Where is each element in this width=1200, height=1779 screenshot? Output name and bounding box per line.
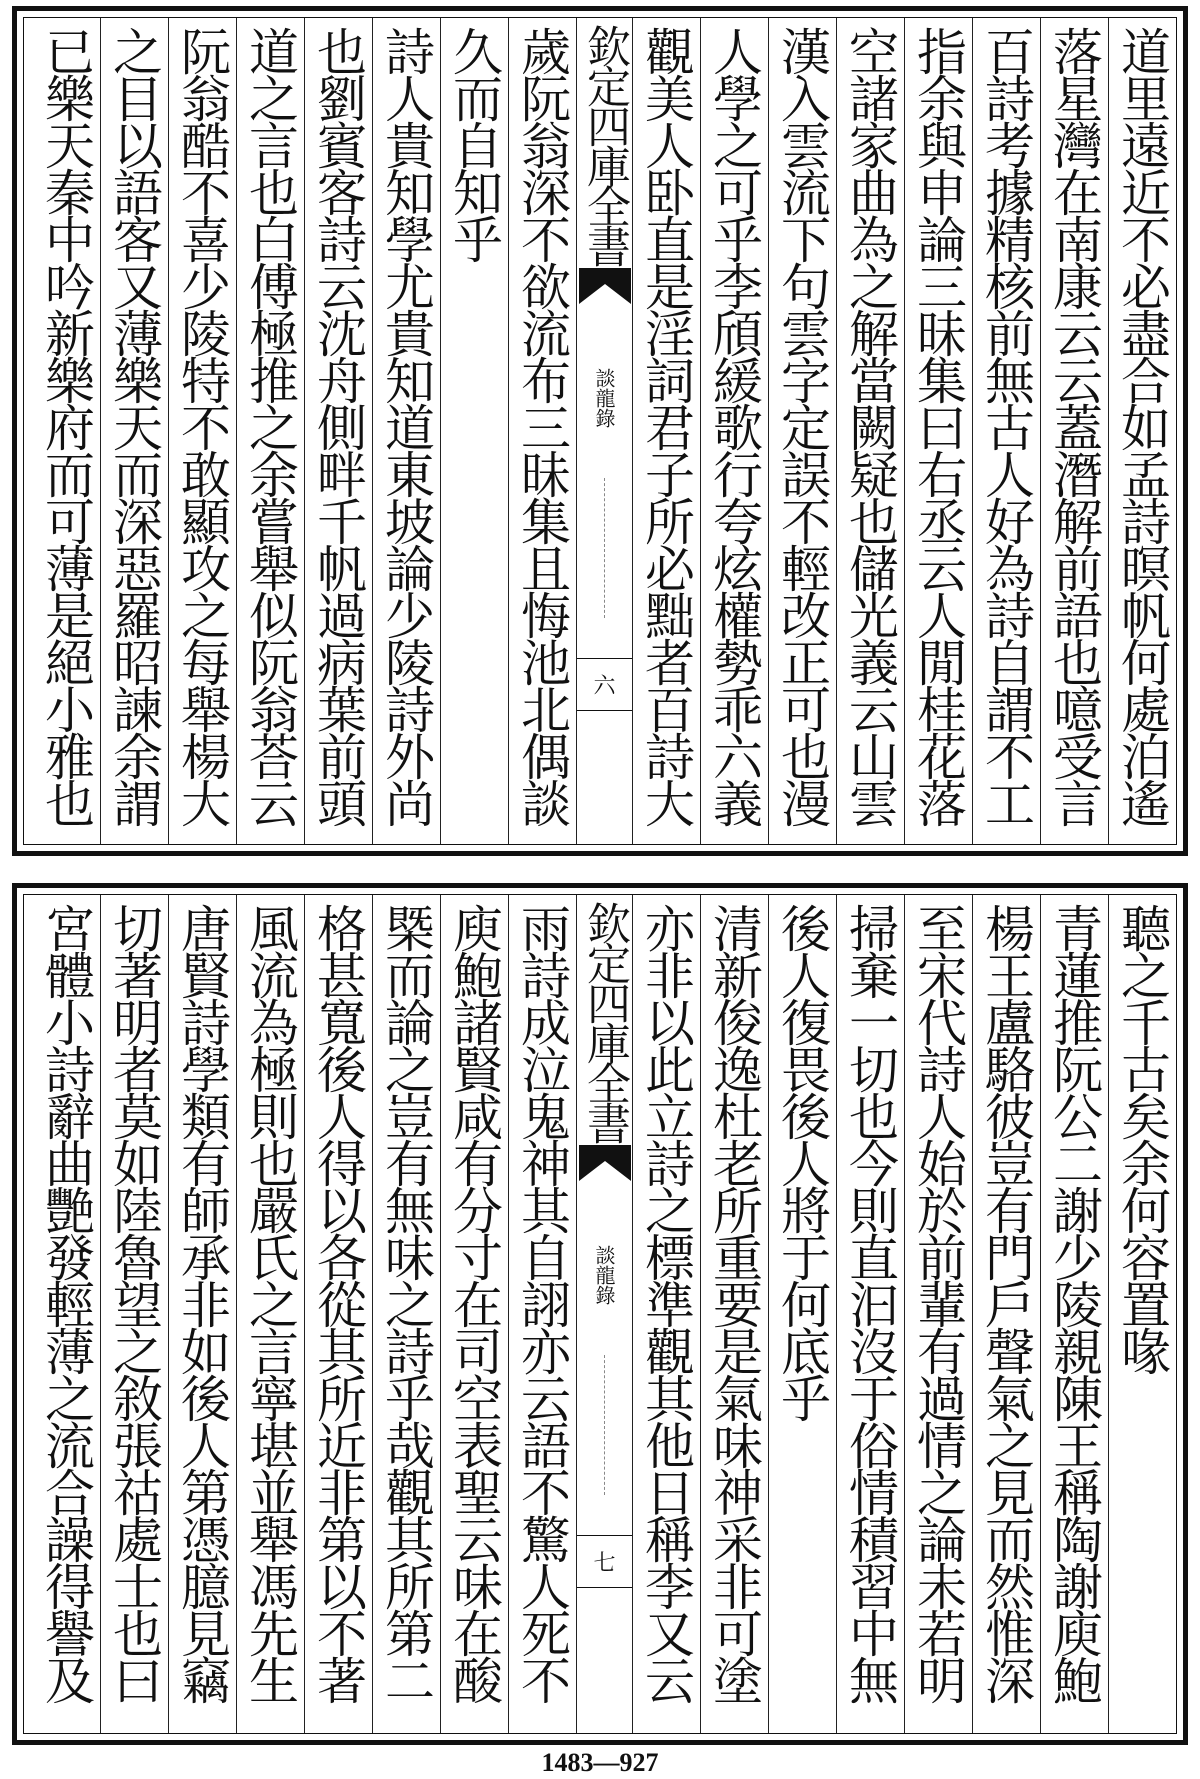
book-title: 欽定四庫全書: [579, 24, 630, 264]
lower-page: [12, 883, 1188, 1745]
text-column: 庾鮑諸賢咸有分寸在司空表聖云味在酸: [440, 895, 508, 1733]
center-fold: [576, 895, 632, 1733]
fish-tail-mark-icon: [579, 1145, 631, 1181]
text-column: 觀美人卧直是淫詞君子所必黜者百詩大: [632, 18, 700, 844]
text-column: 後人復畏後人將于何底乎: [768, 895, 836, 1733]
text-column: 宮體小詩辭曲艷發輕薄之流合譟得譽及: [37, 903, 95, 1702]
text-column: 百詩考據精核前無古人好為詩自謂不工: [972, 18, 1040, 844]
book-title: 欽定四庫全書: [579, 901, 630, 1141]
text-column: 歲阮翁深不欲流布三昧集且悔池北偶談: [508, 18, 576, 844]
book-subtitle: 談龍錄: [592, 1245, 616, 1305]
folio-number: 六: [577, 658, 632, 711]
text-column: 空諸家曲為之解當闕疑也儲光義云山雲: [836, 18, 904, 844]
book-subtitle: 談龍錄: [592, 368, 616, 428]
text-column: 槩而論之豈有無味之詩乎哉觀其所第二: [372, 895, 440, 1733]
text-column: 青蓮推阮公二謝少陵親陳王稱陶謝庾鮑: [1040, 895, 1108, 1733]
text-column: 也劉賓客詩云沈舟側畔千帆過病葉前頭: [304, 18, 372, 844]
text-column: 切著明者莫如陸魯望之敘張祜處士也曰: [100, 895, 168, 1733]
text-column: 唐賢詩學類有師承非如後人第憑臆見竊: [168, 895, 236, 1733]
text-column: 落星灣在南康云云蓋潛解前語也噫受言: [1040, 18, 1108, 844]
upper-page: [12, 6, 1188, 856]
fold-dots: [604, 478, 607, 618]
text-column: 至宋代詩人始於前輩有過情之論未若明: [904, 895, 972, 1733]
lower-page-frame: [23, 894, 1177, 1734]
fish-tail-mark-icon: [579, 268, 631, 304]
text-column: 漢入雲流下句雲字定誤不輕改正可也漫: [768, 18, 836, 844]
fold-dots: [604, 1355, 607, 1495]
text-column: 詩人貴知學尤貴知道東坡論少陵詩外尚: [372, 18, 440, 844]
text-column: 指余與申論三昧集曰右丞云人閒桂花落: [904, 18, 972, 844]
center-fold: [576, 18, 632, 844]
text-column: 聽之千古矣余何容置喙: [1108, 895, 1176, 1733]
text-column: 道之言也白傅極推之余嘗舉似阮翁荅云: [236, 18, 304, 844]
upper-page-frame: [23, 17, 1177, 845]
text-column: 亦非以此立詩之標準觀其他日稱李又云: [632, 895, 700, 1733]
folio-number: 七: [577, 1535, 632, 1588]
text-column: 人學之可乎李頎緩歌行夸炫權勢乖六義: [700, 18, 768, 844]
text-column: 風流為極則也嚴氏之言寧堪並舉馮先生: [236, 895, 304, 1733]
text-column: 阮翁酷不喜少陵特不敢顯攻之每舉楊大: [168, 18, 236, 844]
text-column: 掃棄一切也今則直汩沒于俗情積習中無: [836, 895, 904, 1733]
text-column: 之目以語客又薄樂天而深惡羅昭諫余謂: [100, 18, 168, 844]
text-column: 雨詩成泣鬼神其自詡亦云語不驚人死不: [508, 895, 576, 1733]
text-column: 已樂天秦中吟新樂府而可薄是絕小雅也: [37, 26, 95, 825]
page-number-footer: 1483—927: [541, 1748, 659, 1777]
text-column: 清新俊逸杜老所重要是氣味神采非可塗: [700, 895, 768, 1733]
text-column: 格甚寬後人得以各從其所近非第以不著: [304, 895, 372, 1733]
text-column: 久而自知乎: [440, 18, 508, 844]
text-column: 楊王盧駱彼豈有門戶聲氣之見而然惟深: [972, 895, 1040, 1733]
text-column: 道里遠近不必盡合如孟詩暝帆何處泊遙: [1108, 18, 1176, 844]
